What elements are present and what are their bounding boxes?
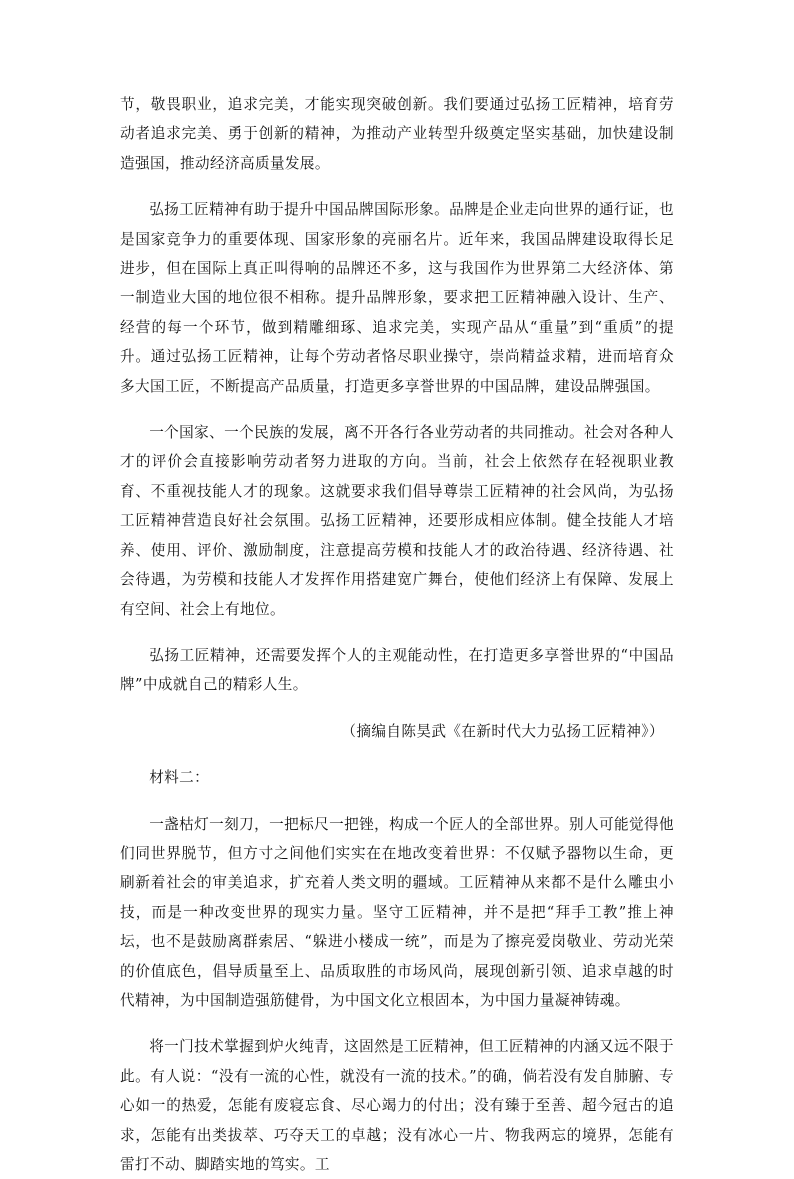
paragraph-brand-image: 弘扬工匠精神有助于提升中国品牌国际形象。品牌是企业走向世界的通行证，也是国家竞争力的重要体现、国家形象的亮丽名片。近年来，我国品牌建设取得长足进步，但在国际上真正叫得响的品牌还不多，这与我国作为世界第二大经济体、第一制造业大国的地位很不相称。提升品牌形象，要求把工匠精神融入设计、生产、经营的每一个环节，做到精雕细琢、追求完美，实现产品从“重量”到“重质”的提升。通过弘扬工匠精神，让每个劳动者恪尽职业操守，崇尚精益求精，进而培育众多大国工匠，不断提高产品质量，打造更多享誉世界的中国品牌，建设品牌强国。 <box>120 201 674 395</box>
paragraph-continuation: 节，敬畏职业，追求完美，才能实现突破创新。我们要通过弘扬工匠精神，培育劳动者追求完美、勇于创新的精神，为推动产业转型升级奠定坚实基础，加快建设制造强国，推动经济高质量发展。 <box>120 96 674 172</box>
paragraph-craftsman-world: 一盏枯灯一刻刀，一把标尺一把锉，构成一个匠人的全部世界。别人可能觉得他们同世界脱节，但方寸之间他们实实在在地改变着世界：不仅赋予器物以生命，更刷新着社会的审美追求，扩充着人类文明的疆域。工匠精神从来都不是什么雕虫小技，而是一种改变世界的现实力量。坚守工匠精神，并不是把“拜手工教”推上神坛，也不是鼓励离群索居、“躲进小楼成一统”，而是为了擦亮爱岗敬业、劳动光荣的价值底色，倡导质量至上、品质取胜的市场风尚，展现创新引领、追求卓越的时代精神，为中国制造强筋健骨，为中国文化立根固本，为中国力量凝神铸魂。 <box>120 815 674 1009</box>
material-two-heading: 材料二： <box>149 769 210 787</box>
source-citation: （摘编自陈昊武《在新时代大力弘扬工匠精神》） <box>341 722 664 740</box>
paragraph-social-atmosphere: 一个国家、一个民族的发展，离不开各行各业劳动者的共同推动。社会对各种人才的评价会直接影响劳动者努力进取的方向。当前，社会上依然存在轻视职业教育、不重视技能人才的现象。这就要求我们倡导尊崇工匠精神的社会风尚，为弘扬工匠精神营造良好社会氛围。弘扬工匠精神，还要形成相应体制。健全技能人才培养、使用、评价、激励制度，注意提高劳模和技能人才的政治待遇、经济待遇、社会待遇，为劳模和技能人才发挥作用搭建宽广舞台，使他们经济上有保障、发展上有空间、社会上有地位。 <box>120 424 674 618</box>
paragraph-personal-initiative: 弘扬工匠精神，还需要发挥个人的主观能动性，在打造更多享誉世界的“中国品牌”中成就自己的精彩人生。 <box>120 646 674 694</box>
paragraph-craftsman-connotation: 将一门技术掌握到炉火纯青，这固然是工匠精神，但工匠精神的内涵又远不限于此。有人说：“没有一流的心性，就没有一流的技术。”的确，倘若没有发自肺腑、专心如一的热爱，怎能有废寝忘食、尽心竭力的付出；没有臻于至善、超今冠古的追求，怎能有出类拔萃、巧夺天工的卓越；没有冰心一片、物我两忘的境界，怎能有雷打不动、脚踏实地的笃实。工 <box>120 1038 674 1173</box>
